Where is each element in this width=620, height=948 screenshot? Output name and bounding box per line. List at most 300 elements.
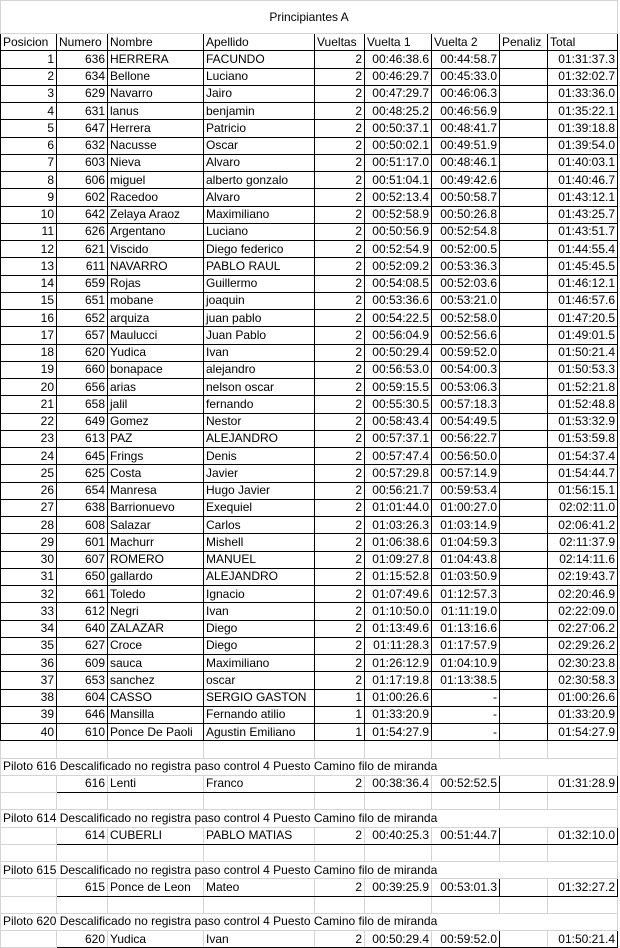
cell: 01:33:36.0 bbox=[548, 85, 618, 102]
cell: 00:50:56.9 bbox=[365, 223, 432, 240]
cell: 28 bbox=[1, 517, 57, 534]
cell: 00:53:06.3 bbox=[432, 379, 500, 396]
cell bbox=[500, 534, 548, 551]
cell bbox=[500, 465, 548, 482]
cell: 00:57:14.9 bbox=[432, 465, 500, 482]
cell: 2 bbox=[315, 413, 365, 430]
cell: 00:54:49.5 bbox=[432, 413, 500, 430]
cell: 01:13:38.5 bbox=[432, 672, 500, 689]
cell: 36 bbox=[1, 655, 57, 672]
result-row bbox=[1, 275, 618, 292]
cell: Ignacio bbox=[204, 586, 315, 603]
cell bbox=[500, 724, 548, 741]
column-header: Total bbox=[548, 34, 618, 51]
cell bbox=[500, 379, 548, 396]
cell: Ivan bbox=[204, 931, 315, 948]
cell: ROMERO bbox=[108, 551, 204, 568]
cell: 2 bbox=[315, 85, 365, 102]
cell bbox=[500, 292, 548, 309]
cell: 01:54:27.9 bbox=[365, 724, 432, 741]
cell: 00:46:29.7 bbox=[365, 68, 432, 85]
result-row bbox=[1, 103, 618, 120]
cell: 616 bbox=[57, 775, 108, 792]
cell: 01:10:50.0 bbox=[365, 603, 432, 620]
cell: 22 bbox=[1, 413, 57, 430]
cell: 00:56:53.0 bbox=[365, 361, 432, 378]
cell: 02:19:43.7 bbox=[548, 568, 618, 585]
cell: 602 bbox=[57, 189, 108, 206]
disqualified-note: Piloto 620 Descalificado no registra paso control 4 Puesto Camino filo de miranda bbox=[1, 913, 618, 930]
cell: 2 bbox=[315, 465, 365, 482]
cell: 01:31:28.9 bbox=[548, 775, 618, 792]
cell: 01:00:26.6 bbox=[365, 689, 432, 706]
cell: 642 bbox=[57, 206, 108, 223]
cell: 01:13:49.6 bbox=[365, 620, 432, 637]
cell bbox=[500, 206, 548, 223]
cell: 00:59:52.0 bbox=[432, 931, 500, 948]
cell: Mansilla bbox=[108, 706, 204, 723]
cell: 12 bbox=[1, 241, 57, 258]
cell: miguel bbox=[108, 172, 204, 189]
cell: 2 bbox=[315, 396, 365, 413]
cell: 00:59:53.4 bbox=[432, 482, 500, 499]
cell: 2 bbox=[315, 672, 365, 689]
cell: Agustin Emiliano bbox=[204, 724, 315, 741]
cell: 01:04:43.8 bbox=[432, 551, 500, 568]
cell: Guillermo bbox=[204, 275, 315, 292]
cell: 2 bbox=[315, 310, 365, 327]
cell: 00:57:18.3 bbox=[432, 396, 500, 413]
cell: 00:50:02.1 bbox=[365, 137, 432, 154]
cell: 00:45:33.0 bbox=[432, 68, 500, 85]
cell: 651 bbox=[57, 292, 108, 309]
cell: 01:32:27.2 bbox=[548, 879, 618, 896]
cell: 01:13:16.6 bbox=[432, 620, 500, 637]
cell bbox=[500, 241, 548, 258]
cell: 2 bbox=[315, 482, 365, 499]
cell: 654 bbox=[57, 482, 108, 499]
cell: 00:56:22.7 bbox=[432, 430, 500, 447]
cell: 661 bbox=[57, 586, 108, 603]
cell: 2 bbox=[315, 51, 365, 68]
result-row bbox=[1, 430, 618, 447]
cell: 2 bbox=[315, 827, 365, 844]
cell: Zelaya Araoz bbox=[108, 206, 204, 223]
cell: 37 bbox=[1, 672, 57, 689]
cell: 00:57:37.1 bbox=[365, 430, 432, 447]
cell: Carlos bbox=[204, 517, 315, 534]
header-row bbox=[1, 34, 618, 51]
disqualified-note: Piloto 615 Descalificado no registra paso control 4 Puesto Camino filo de miranda bbox=[1, 862, 618, 879]
cell: 01:45:45.5 bbox=[548, 258, 618, 275]
cell: Denis bbox=[204, 448, 315, 465]
cell: 2 bbox=[315, 534, 365, 551]
spacer-row bbox=[1, 741, 618, 758]
result-row bbox=[1, 361, 618, 378]
result-row bbox=[1, 223, 618, 240]
cell: 14 bbox=[1, 275, 57, 292]
cell bbox=[500, 655, 548, 672]
cell: Oscar bbox=[204, 137, 315, 154]
cell: 621 bbox=[57, 241, 108, 258]
cell: 00:52:52.5 bbox=[432, 775, 500, 792]
cell: 2 bbox=[315, 379, 365, 396]
cell: arquiza bbox=[108, 310, 204, 327]
cell: sauca bbox=[108, 655, 204, 672]
cell: 01:54:37.4 bbox=[548, 448, 618, 465]
cell: 01:50:21.4 bbox=[548, 931, 618, 948]
cell: 11 bbox=[1, 223, 57, 240]
column-header: Penaliz bbox=[500, 34, 548, 51]
cell bbox=[500, 672, 548, 689]
cell: 620 bbox=[57, 931, 108, 948]
cell: 01:54:27.9 bbox=[548, 724, 618, 741]
cell: 01:00:26.6 bbox=[548, 689, 618, 706]
cell: Viscido bbox=[108, 241, 204, 258]
cell bbox=[500, 154, 548, 171]
cell: 2 bbox=[315, 586, 365, 603]
cell bbox=[500, 172, 548, 189]
cell: 2 bbox=[315, 637, 365, 654]
result-row bbox=[1, 85, 618, 102]
cell: 00:46:06.3 bbox=[432, 85, 500, 102]
cell: 00:51:04.1 bbox=[365, 172, 432, 189]
cell: CUBERLI bbox=[108, 827, 204, 844]
cell bbox=[500, 448, 548, 465]
cell: 615 bbox=[57, 879, 108, 896]
cell: 00:50:29.4 bbox=[365, 344, 432, 361]
cell: 2 bbox=[315, 241, 365, 258]
cell: 01:50:21.4 bbox=[548, 344, 618, 361]
cell bbox=[500, 68, 548, 85]
cell: 15 bbox=[1, 292, 57, 309]
cell: 00:53:21.0 bbox=[432, 292, 500, 309]
cell: 660 bbox=[57, 361, 108, 378]
cell: 2 bbox=[315, 68, 365, 85]
cell: 00:52:03.6 bbox=[432, 275, 500, 292]
cell: 34 bbox=[1, 620, 57, 637]
cell: 2 bbox=[315, 775, 365, 792]
result-row bbox=[1, 568, 618, 585]
cell: 4 bbox=[1, 103, 57, 120]
cell: Rojas bbox=[108, 275, 204, 292]
cell: 2 bbox=[315, 448, 365, 465]
cell: 01:53:59.8 bbox=[548, 430, 618, 447]
cell: 00:57:29.8 bbox=[365, 465, 432, 482]
result-row bbox=[1, 189, 618, 206]
cell: 23 bbox=[1, 430, 57, 447]
cell: 2 bbox=[315, 361, 365, 378]
cell: bonapace bbox=[108, 361, 204, 378]
cell: Bellone bbox=[108, 68, 204, 85]
result-row bbox=[1, 396, 618, 413]
cell: 00:54:08.5 bbox=[365, 275, 432, 292]
cell: 00:58:43.4 bbox=[365, 413, 432, 430]
cell: 30 bbox=[1, 551, 57, 568]
cell: 02:29:26.2 bbox=[548, 637, 618, 654]
cell: Ponce de Leon bbox=[108, 879, 204, 896]
cell: 10 bbox=[1, 206, 57, 223]
column-header: Numero bbox=[57, 34, 108, 51]
cell: 626 bbox=[57, 223, 108, 240]
cell: 610 bbox=[57, 724, 108, 741]
cell bbox=[500, 586, 548, 603]
cell: PAZ bbox=[108, 430, 204, 447]
cell: Nacusse bbox=[108, 137, 204, 154]
cell: 02:14:11.6 bbox=[548, 551, 618, 568]
result-row bbox=[1, 706, 618, 723]
cell: 24 bbox=[1, 448, 57, 465]
cell: 00:51:44.7 bbox=[432, 827, 500, 844]
cell: 01:09:27.8 bbox=[365, 551, 432, 568]
cell: 2 bbox=[315, 120, 365, 137]
cell bbox=[500, 551, 548, 568]
cell: gallardo bbox=[108, 568, 204, 585]
result-row bbox=[1, 465, 618, 482]
result-row bbox=[1, 379, 618, 396]
cell: 00:46:56.9 bbox=[432, 103, 500, 120]
cell: 1 bbox=[315, 724, 365, 741]
cell: Hugo Javier bbox=[204, 482, 315, 499]
cell: 1 bbox=[315, 706, 365, 723]
result-row bbox=[1, 154, 618, 171]
cell: 00:39:25.9 bbox=[365, 879, 432, 896]
cell: 00:54:22.5 bbox=[365, 310, 432, 327]
cell: 01:03:50.9 bbox=[432, 568, 500, 585]
cell: 613 bbox=[57, 430, 108, 447]
cell: 614 bbox=[57, 827, 108, 844]
cell: 01:15:52.8 bbox=[365, 568, 432, 585]
cell: Alvaro bbox=[204, 189, 315, 206]
cell: 636 bbox=[57, 51, 108, 68]
result-row bbox=[1, 258, 618, 275]
cell: Patricio bbox=[204, 120, 315, 137]
cell: Mateo bbox=[204, 879, 315, 896]
cell: Diego bbox=[204, 620, 315, 637]
cell: 01:47:20.5 bbox=[548, 310, 618, 327]
cell bbox=[500, 275, 548, 292]
cell: 01:56:15.1 bbox=[548, 482, 618, 499]
cell: CASSO bbox=[108, 689, 204, 706]
cell: 01:40:46.7 bbox=[548, 172, 618, 189]
cell: Jairo bbox=[204, 85, 315, 102]
cell: Nestor bbox=[204, 413, 315, 430]
column-header: Vueltas bbox=[315, 34, 365, 51]
cell: PABLO RAUL bbox=[204, 258, 315, 275]
cell: 01:32:02.7 bbox=[548, 68, 618, 85]
cell bbox=[500, 85, 548, 102]
cell: 01:11:19.0 bbox=[432, 603, 500, 620]
cell: 01:53:32.9 bbox=[548, 413, 618, 430]
cell: 18 bbox=[1, 344, 57, 361]
result-row bbox=[1, 499, 618, 516]
disqualified-row bbox=[1, 775, 618, 792]
cell: 00:50:29.4 bbox=[365, 931, 432, 948]
cell: 00:59:15.5 bbox=[365, 379, 432, 396]
cell: 632 bbox=[57, 137, 108, 154]
cell bbox=[500, 517, 548, 534]
cell: 02:20:46.9 bbox=[548, 586, 618, 603]
cell: 00:49:42.6 bbox=[432, 172, 500, 189]
result-row bbox=[1, 137, 618, 154]
cell bbox=[500, 310, 548, 327]
cell: alejandro bbox=[204, 361, 315, 378]
spacer-row bbox=[1, 793, 618, 810]
disqualified-note: Piloto 616 Descalificado no registra paso control 4 Puesto Camino filo de miranda bbox=[1, 758, 618, 775]
cell bbox=[500, 223, 548, 240]
column-header: Apellido bbox=[204, 34, 315, 51]
column-header: Nombre bbox=[108, 34, 204, 51]
cell: 00:52:00.5 bbox=[432, 241, 500, 258]
cell: 2 bbox=[315, 258, 365, 275]
cell: 645 bbox=[57, 448, 108, 465]
cell bbox=[500, 689, 548, 706]
disqualified-note-row bbox=[1, 810, 618, 827]
cell bbox=[500, 603, 548, 620]
cell: 3 bbox=[1, 85, 57, 102]
cell: 00:40:25.3 bbox=[365, 827, 432, 844]
result-row bbox=[1, 517, 618, 534]
cell: Lenti bbox=[108, 775, 204, 792]
cell: 2 bbox=[315, 430, 365, 447]
cell: 659 bbox=[57, 275, 108, 292]
cell: HERRERA bbox=[108, 51, 204, 68]
result-row bbox=[1, 534, 618, 551]
disqualified-row bbox=[1, 931, 618, 948]
cell: 00:52:58.9 bbox=[365, 206, 432, 223]
cell: 2 bbox=[315, 551, 365, 568]
cell bbox=[500, 430, 548, 447]
cell: 01:43:12.1 bbox=[548, 189, 618, 206]
cell: FACUNDO bbox=[204, 51, 315, 68]
result-row bbox=[1, 292, 618, 309]
cell: 620 bbox=[57, 344, 108, 361]
cell bbox=[500, 344, 548, 361]
cell: 21 bbox=[1, 396, 57, 413]
cell bbox=[500, 327, 548, 344]
cell: Maximiliano bbox=[204, 206, 315, 223]
cell: 01:17:57.9 bbox=[432, 637, 500, 654]
cell: 00:50:58.7 bbox=[432, 189, 500, 206]
cell: 606 bbox=[57, 172, 108, 189]
cell: 00:52:54.9 bbox=[365, 241, 432, 258]
cell: 603 bbox=[57, 154, 108, 171]
cell: 01:07:49.6 bbox=[365, 586, 432, 603]
cell: 01:40:03.1 bbox=[548, 154, 618, 171]
cell: NAVARRO bbox=[108, 258, 204, 275]
cell: 612 bbox=[57, 603, 108, 620]
cell: 20 bbox=[1, 379, 57, 396]
cell: 00:38:36.4 bbox=[365, 775, 432, 792]
disqualified-note-row bbox=[1, 862, 618, 879]
cell: 01:43:51.7 bbox=[548, 223, 618, 240]
cell: 01:46:12.1 bbox=[548, 275, 618, 292]
cell: jalil bbox=[108, 396, 204, 413]
cell: 00:57:47.4 bbox=[365, 448, 432, 465]
cell: 631 bbox=[57, 103, 108, 120]
cell: ALEJANDRO bbox=[204, 568, 315, 585]
cell: 38 bbox=[1, 689, 57, 706]
cell: 2 bbox=[315, 189, 365, 206]
cell: Argentano bbox=[108, 223, 204, 240]
cell: 00:52:54.8 bbox=[432, 223, 500, 240]
cell: Javier bbox=[204, 465, 315, 482]
cell: MANUEL bbox=[204, 551, 315, 568]
result-row bbox=[1, 206, 618, 223]
cell: 00:50:26.8 bbox=[432, 206, 500, 223]
cell: 607 bbox=[57, 551, 108, 568]
cell: 01:01:44.0 bbox=[365, 499, 432, 516]
cell: 2 bbox=[315, 206, 365, 223]
cell: Ivan bbox=[204, 344, 315, 361]
result-row bbox=[1, 689, 618, 706]
cell: 00:56:50.0 bbox=[432, 448, 500, 465]
cell bbox=[500, 120, 548, 137]
cell: 01:11:28.3 bbox=[365, 637, 432, 654]
cell: 00:53:01.3 bbox=[432, 879, 500, 896]
cell: 01:49:01.5 bbox=[548, 327, 618, 344]
cell: 634 bbox=[57, 68, 108, 85]
cell: Costa bbox=[108, 465, 204, 482]
result-row bbox=[1, 172, 618, 189]
column-header: Posicion bbox=[1, 34, 57, 51]
result-row bbox=[1, 310, 618, 327]
cell: ZALAZAR bbox=[108, 620, 204, 637]
cell: Diego federico bbox=[204, 241, 315, 258]
cell: - bbox=[432, 724, 500, 741]
cell: 01:43:25.7 bbox=[548, 206, 618, 223]
cell bbox=[500, 637, 548, 654]
disqualified-note: Piloto 614 Descalificado no registra paso control 4 Puesto Camino filo de miranda bbox=[1, 810, 618, 827]
cell bbox=[500, 413, 548, 430]
cell bbox=[500, 258, 548, 275]
cell: 29 bbox=[1, 534, 57, 551]
cell: 640 bbox=[57, 620, 108, 637]
cell bbox=[500, 361, 548, 378]
cell: 2 bbox=[315, 568, 365, 585]
cell: 2 bbox=[315, 275, 365, 292]
cell: 2 bbox=[315, 292, 365, 309]
cell: 2 bbox=[315, 103, 365, 120]
cell: Maulucci bbox=[108, 327, 204, 344]
cell: 1 bbox=[315, 689, 365, 706]
disqualified-note-row bbox=[1, 758, 618, 775]
cell: Frings bbox=[108, 448, 204, 465]
cell: 653 bbox=[57, 672, 108, 689]
cell: 01:50:53.3 bbox=[548, 361, 618, 378]
cell: Luciano bbox=[204, 223, 315, 240]
result-row bbox=[1, 51, 618, 68]
cell: 01:06:38.6 bbox=[365, 534, 432, 551]
cell: 2 bbox=[315, 327, 365, 344]
cell: 00:52:58.0 bbox=[432, 310, 500, 327]
disqualified-row bbox=[1, 827, 618, 844]
cell: Toledo bbox=[108, 586, 204, 603]
cell: 13 bbox=[1, 258, 57, 275]
cell: 19 bbox=[1, 361, 57, 378]
cell: 601 bbox=[57, 534, 108, 551]
cell: 02:06:41.2 bbox=[548, 517, 618, 534]
cell: 01:39:18.8 bbox=[548, 120, 618, 137]
cell: 2 bbox=[315, 499, 365, 516]
cell: Mishell bbox=[204, 534, 315, 551]
cell bbox=[500, 620, 548, 637]
cell: Juan Pablo bbox=[204, 327, 315, 344]
cell: lanus bbox=[108, 103, 204, 120]
result-row bbox=[1, 120, 618, 137]
cell: Yudica bbox=[108, 931, 204, 948]
cell: 2 bbox=[315, 620, 365, 637]
